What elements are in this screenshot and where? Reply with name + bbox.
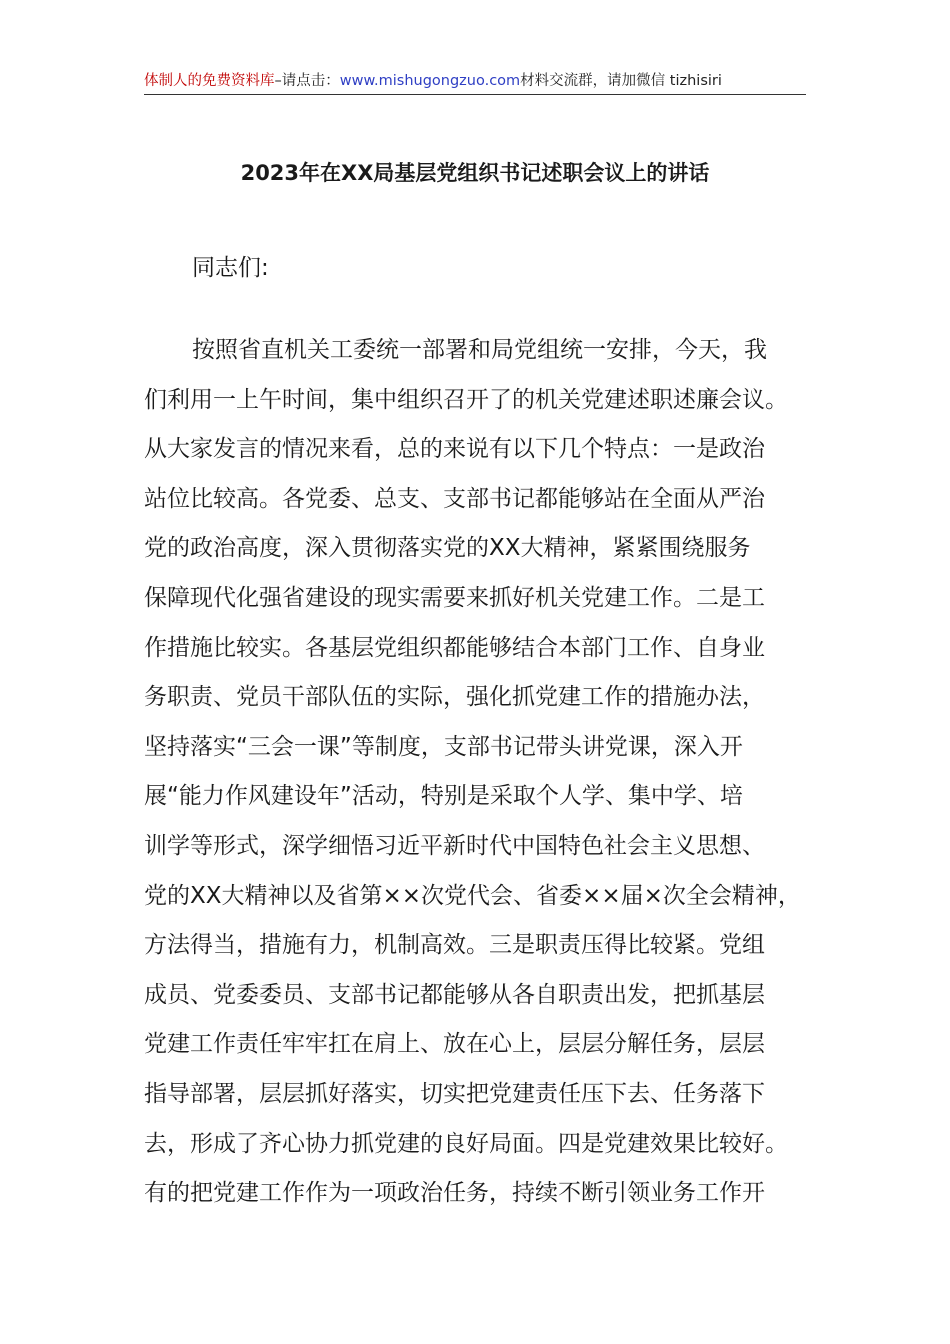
paragraph-line: 按照省直机关工委统一部署和局党组统一安排，今天，我 (192, 337, 767, 363)
body-paragraph (144, 326, 824, 1219)
header-separator: –请点击： (274, 73, 340, 89)
paragraph-line: 作措施比较实。各基层党组织都能够结合本部门工作、自身业 (144, 634, 765, 661)
paragraph-line: 务职责、党员干部队伍的实际，强化抓党建工作的措施办法， (144, 684, 765, 711)
header-contact-text: 材料交流群，请加微信 tizhisiri (520, 73, 722, 89)
paragraph-line: 去，形成了齐心协力抓党建的良好局面。四是党建效果比较好。 (144, 1130, 788, 1157)
paragraph-line: 指导部署，层层抓好落实，切实把党建责任压下去、任务落下 (144, 1080, 765, 1107)
document-header-banner (144, 68, 806, 95)
greeting: 同志们: (192, 255, 269, 281)
paragraph-line: 坚持落实“三会一课”等制度，支部书记带头讲党课，深入开 (144, 733, 743, 760)
paragraph-line: 方法得当，措施有力，机制高效。三是职责压得比较紧。党组 (144, 932, 765, 959)
paragraph-line: 展“能力作风建设年”活动，特别是采取个人学、集中学、培 (144, 783, 743, 810)
paragraph-line: 保障现代化强省建设的现实需要来抓好机关党建工作。二是工 (144, 584, 765, 611)
paragraph-line: 们利用一上午时间，集中组织召开了的机关党建述职述廉会议。 (144, 386, 788, 413)
header-brand: 体制人的免费资料库 (144, 73, 275, 89)
paragraph-line: 站位比较高。各党委、总支、支部书记都能够站在全面从严治 (144, 485, 765, 512)
paragraph-line: 党的XX大精神以及省第××次党代会、省委××届×次全会精神， (144, 882, 801, 909)
paragraph-line: 党建工作责任牢牢扛在肩上、放在心上，层层分解任务，层层 (144, 1031, 765, 1058)
document-title: 2023年在XX局基层党组织书记述职会议上的讲话 (240, 161, 710, 185)
paragraph-line: 训学等形式，深学细悟习近平新时代中国特色社会主义思想、 (144, 832, 765, 859)
paragraph-line: 从大家发言的情况来看，总的来说有以下几个特点：一是政治 (144, 436, 765, 463)
paragraph-line: 有的把党建工作作为一项政治任务，持续不断引领业务工作开 (144, 1180, 765, 1207)
paragraph-line: 成员、党委委员、支部书记都能够从各自职责出发，把抓基层 (144, 981, 765, 1008)
header-website-link[interactable]: www.mishugongzuo.com (339, 73, 521, 89)
paragraph-line: 党的政治高度，深入贯彻落实党的XX大精神，紧紧围绕服务 (144, 535, 751, 562)
